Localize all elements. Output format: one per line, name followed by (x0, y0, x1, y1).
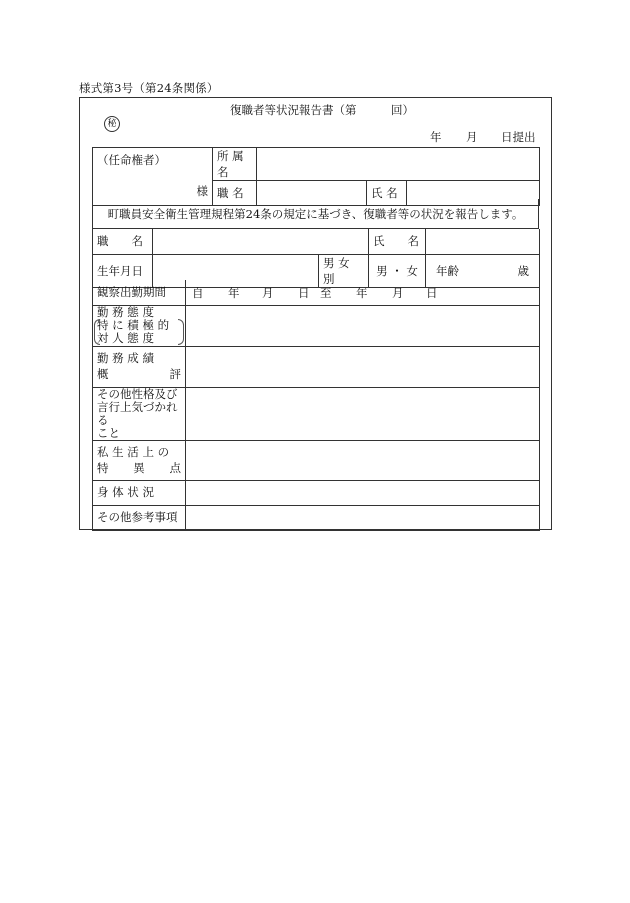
reference-text: その他参考事項 (97, 510, 178, 524)
affiliation-label: 所 属 名 (213, 148, 257, 181)
attitude-line2b: 対 人 態 度 (97, 331, 154, 345)
job-label: 職 名 (213, 181, 257, 206)
subject-job-field[interactable] (153, 229, 369, 254)
physical-text: 身 体 状 況 (97, 485, 154, 499)
private-line1: 私 生 活 上 の (97, 444, 170, 459)
performance-line2a: 概 (97, 367, 109, 381)
appointer-cell (93, 148, 213, 206)
secret-mark-icon: 秘 (104, 116, 120, 132)
observation-period[interactable] (186, 280, 540, 305)
other-line3: こと (97, 425, 120, 440)
affiliation-field[interactable] (257, 148, 540, 181)
private-line2b: 異 (133, 460, 145, 475)
date-year: 年 (430, 130, 442, 144)
subject-name-label: 氏 名 (369, 229, 426, 254)
sama-label: 様 (196, 184, 208, 198)
gender-options[interactable]: 男 ・ 女 (369, 254, 426, 287)
other-line1: その他性格及び (97, 386, 178, 401)
performance-label (93, 346, 186, 387)
reference-label (93, 505, 186, 530)
observation-label: 観察出勤期間 (93, 280, 186, 305)
period-from-year: 年 (228, 286, 240, 301)
reference-field[interactable] (186, 505, 540, 530)
form-number: 様式第3号（第24条関係） (79, 81, 219, 95)
statement: 町職員安全衛生管理規程第24条の規定に基づき、復職者等の状況を報告します。 (92, 199, 539, 229)
private-field[interactable] (186, 440, 540, 480)
attitude-label (93, 305, 186, 346)
period-to: 至 (320, 286, 332, 301)
gender-label: 男 女 別 (319, 254, 369, 287)
subject-job-label: 職 名 (93, 229, 153, 254)
period-from-month: 月 (262, 286, 274, 301)
page-title: 復職者等状況報告書（第 回） (230, 103, 414, 117)
performance-field[interactable] (186, 346, 540, 387)
subject-table (92, 229, 540, 288)
period-to-month: 月 (392, 286, 404, 301)
period-from-day: 日 (298, 286, 310, 301)
birth-label: 生年月日 (93, 254, 153, 287)
private-label (93, 440, 186, 480)
appointer-label: （任命権者） (97, 153, 166, 167)
subject-name-field[interactable] (426, 229, 540, 254)
performance-line1: 勤 務 成 績 (97, 351, 154, 365)
attitude-line1: 勤 務 態 度 (97, 305, 154, 319)
physical-field[interactable] (186, 480, 540, 505)
performance-line2b: 評 (169, 367, 181, 381)
attitude-bracket (97, 319, 181, 345)
other-field[interactable] (186, 387, 540, 440)
other-label (93, 387, 186, 440)
appointer-table (92, 147, 540, 206)
attitude-line2a: 特 に 積 極 的 (97, 318, 170, 332)
period-to-year: 年 (356, 286, 368, 301)
private-line2c: 点 (169, 460, 181, 475)
physical-label (93, 480, 186, 505)
date-day: 日提出 (501, 130, 536, 144)
period-from: 自 (192, 286, 204, 301)
age-label: 年齢 (436, 263, 459, 278)
other-line2: 言行上気づかれる (97, 399, 178, 427)
age-unit: 歳 (517, 263, 529, 278)
private-line2a: 特 (97, 460, 109, 475)
report-table (92, 280, 540, 531)
date-month: 月 (466, 130, 478, 144)
attitude-field[interactable] (186, 305, 540, 346)
period-to-day: 日 (426, 286, 438, 301)
name-label: 氏 名 (367, 181, 407, 206)
